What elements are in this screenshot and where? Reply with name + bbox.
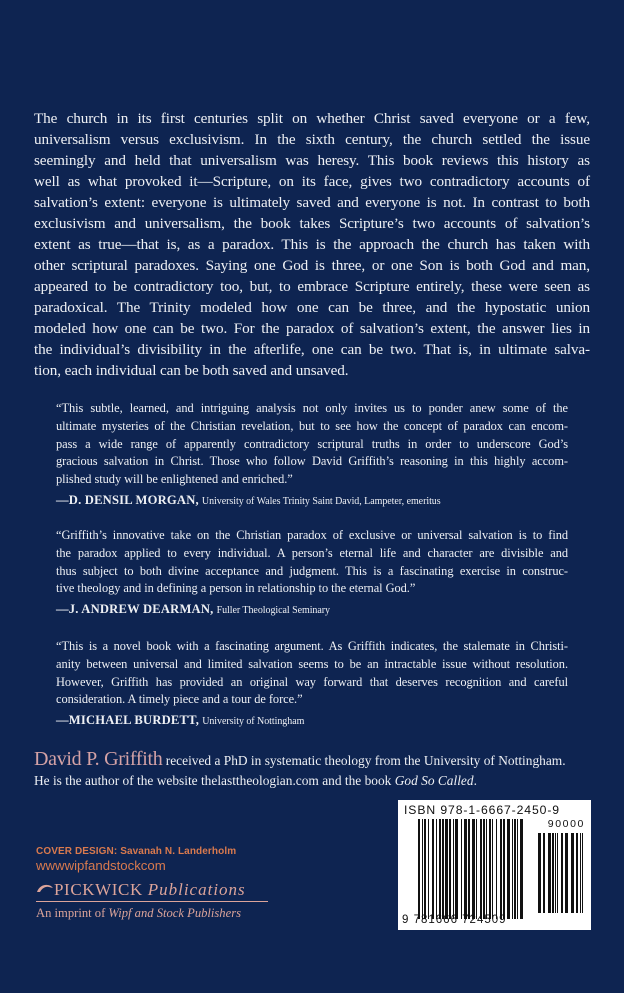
publisher-website: wwwwipfandstockcom	[36, 858, 166, 873]
barcode-bar	[442, 819, 444, 919]
barcode-bar	[557, 833, 558, 913]
endorsement-line: However, Griffith has provided an original way forward that deserves recognition and careful	[56, 674, 568, 689]
barcode-bar	[483, 819, 485, 919]
publisher-name-main: PICKWICK	[54, 880, 143, 899]
barcode-bar	[543, 833, 545, 913]
endorsement-2	[56, 527, 568, 620]
barcode-bar	[561, 833, 563, 913]
blurb-line: seemingly and held that universalism was heresy. This book reviews this history as	[34, 152, 590, 169]
barcode-bars-main	[418, 819, 524, 919]
endorsement-line: tive theology and in defining a person in relationship to the eternal God.”	[56, 581, 416, 596]
barcode-bar	[489, 819, 491, 919]
imprint-parent: Wipf and Stock Publishers	[108, 906, 241, 920]
barcode-bar	[468, 819, 470, 919]
endorser-name: —J. ANDREW DEARMAN,	[56, 602, 214, 617]
endorsement-line: anity between universal and limited salvation seems to be an intractable issue without resolution.	[56, 656, 568, 671]
endorsement-line: pass a wide range of apparently contradictory scriptural truths in order to underscore God’s	[56, 436, 568, 451]
author-name: David P. Griffith	[34, 748, 163, 770]
blurb-line: modeled how one can be two. For the paradox of salvation’s extent, the answer lies in	[34, 320, 590, 337]
blurb-line: paradoxical. The Trinity modeled how one can be three, and the hypostatic union	[34, 299, 590, 316]
barcode-bar	[486, 819, 487, 919]
barcode-bar	[552, 833, 554, 913]
book-title: God So Called	[394, 773, 474, 788]
endorser-affiliation: University of Wales Trinity Saint David, Lampeter, emeritus	[201, 495, 441, 507]
barcode-bar	[461, 819, 462, 919]
barcode-bar	[424, 819, 426, 919]
barcode-bar	[428, 819, 429, 919]
endorser-affiliation: University of Nottingham	[202, 716, 305, 728]
barcode-bar	[507, 819, 510, 919]
blurb-line: appeared to be contradictory too, but, to embrace Scripture entirely, these were seen as	[34, 278, 590, 295]
barcode-bar	[480, 819, 482, 919]
author-bio-period: .	[473, 773, 477, 788]
barcode-bar	[582, 833, 583, 913]
barcode-bar	[496, 819, 497, 919]
publisher-logo	[36, 880, 268, 921]
barcode-bar	[436, 819, 437, 919]
barcode-bar	[548, 833, 551, 913]
price-code: 90000	[547, 818, 585, 830]
barcode-bar	[576, 833, 578, 913]
pickwick-bird-icon	[36, 883, 54, 893]
endorsement-line: “Griffith’s innovative take on the Christian paradox of exclusive or universal salvation is to find	[56, 528, 568, 542]
barcode-bar	[512, 819, 513, 919]
publisher-imprint	[36, 906, 268, 921]
blurb-line: The church in its first centuries split on whether Christ saved everyone or a few,	[34, 110, 590, 127]
barcode-bar	[455, 819, 458, 919]
barcode-bar	[422, 819, 423, 919]
endorser-name: —MICHAEL BURDETT,	[56, 713, 200, 728]
author-bio-line-2	[34, 770, 594, 792]
endorser-affiliation: Fuller Theological Seminary	[216, 605, 331, 617]
barcode-bar	[453, 819, 454, 919]
barcode-bar	[472, 819, 475, 919]
endorser-name: —D. DENSIL MORGAN,	[56, 492, 199, 507]
imprint-prefix: An imprint of	[36, 906, 109, 920]
barcode-bar	[445, 819, 448, 919]
barcode-bar	[492, 819, 493, 919]
barcode-bar	[476, 819, 477, 919]
isbn-label: ISBN 978-1-6667-2450-9	[404, 803, 560, 817]
barcode-bar	[432, 819, 434, 919]
blurb-line: the individual’s divisibility in the afterlife, one can be two. That is, in ultimate salva-	[34, 341, 590, 358]
barcode-bar	[500, 819, 502, 919]
cover-credits	[36, 846, 236, 873]
blurb-line: exclusivism and universalism, the book takes Scripture’s two accounts of salvation’s	[34, 215, 590, 232]
blurb-line: other scriptural paradoxes. Saying one God is three, or one Son is both God and man,	[34, 257, 590, 274]
barcode-bars-addon	[538, 833, 584, 913]
blurb-line: salvation’s extent: everyone is ultimately saved and everyone is not. In contrast to both	[34, 194, 590, 211]
barcode-bar	[520, 819, 523, 919]
barcode-bar	[571, 833, 574, 913]
barcode-bar	[555, 833, 556, 913]
barcode-bar	[514, 819, 516, 919]
endorsement-attribution	[56, 712, 568, 731]
endorsement-attribution	[56, 601, 568, 620]
barcode-bar	[565, 833, 568, 913]
blurb-line: well as what provoked it—Scripture, on its face, gives two contradictory accounts of	[34, 173, 590, 190]
endorsement-line: plished study will be enlightened and enriched.”	[56, 472, 293, 487]
author-bio-line-1	[34, 748, 594, 772]
barcode-bar	[517, 819, 518, 919]
blurb-line: extent as true—that is, as a paradox. This is the approach the church has taken with	[34, 236, 590, 253]
endorsement-line: “This is a novel book with a fascinating argument. As Griffith indicates, the stalemate in Christi-	[56, 639, 568, 653]
barcode-bar	[439, 819, 441, 919]
endorsement-line: gracious salvation in Christ. Those who follow David Griffith’s reasoning in this highly accom-	[56, 454, 568, 469]
endorsement-3	[56, 638, 568, 731]
barcode-bar	[449, 819, 451, 919]
endorsement-attribution	[56, 492, 568, 511]
endorsement-1	[56, 400, 568, 511]
barcode-bar	[503, 819, 505, 919]
endorsement-line: thus subject to both divine acceptance and judgment. This is a fascinating exercise in construc-	[56, 563, 568, 578]
cover-design-credit: COVER DESIGN: Savanah N. Landerholm	[36, 846, 237, 857]
back-cover-blurb	[34, 108, 590, 381]
barcode-bar	[464, 819, 467, 919]
barcode-bar	[418, 819, 420, 919]
barcode-bar	[538, 833, 541, 913]
isbn-barcode	[398, 800, 591, 930]
publisher-name	[36, 880, 268, 902]
publisher-name-italic: Publications	[147, 880, 246, 899]
blurb-line: universalism versus exclusivism. In the sixth century, the church settled the issue	[34, 131, 590, 148]
endorsement-line: ultimate mysteries of the Christian revelation, but to see how the concept of paradox can encom-	[56, 418, 568, 433]
endorsement-line: “This subtle, learned, and intriguing analysis not only invites us to ponder anew some of the	[56, 401, 568, 415]
endorsement-line: the paradox applied to every individual. A person’s eternal life and character are divisible and	[56, 545, 568, 560]
author-bio-text-1: received a PhD in systematic theology from the University of Nottingham.	[165, 753, 566, 768]
author-bio-text-2: He is the author of the website thelasttheologian.com and the book	[34, 773, 395, 788]
endorsement-line: consideration. A timely piece and a tour de force.”	[56, 692, 303, 707]
ean-digits: 9 781666 724509	[402, 914, 507, 926]
blurb-line: tion, each individual can be both saved and unsaved.	[34, 362, 349, 379]
barcode-bar	[580, 833, 581, 913]
author-bio	[34, 748, 594, 792]
